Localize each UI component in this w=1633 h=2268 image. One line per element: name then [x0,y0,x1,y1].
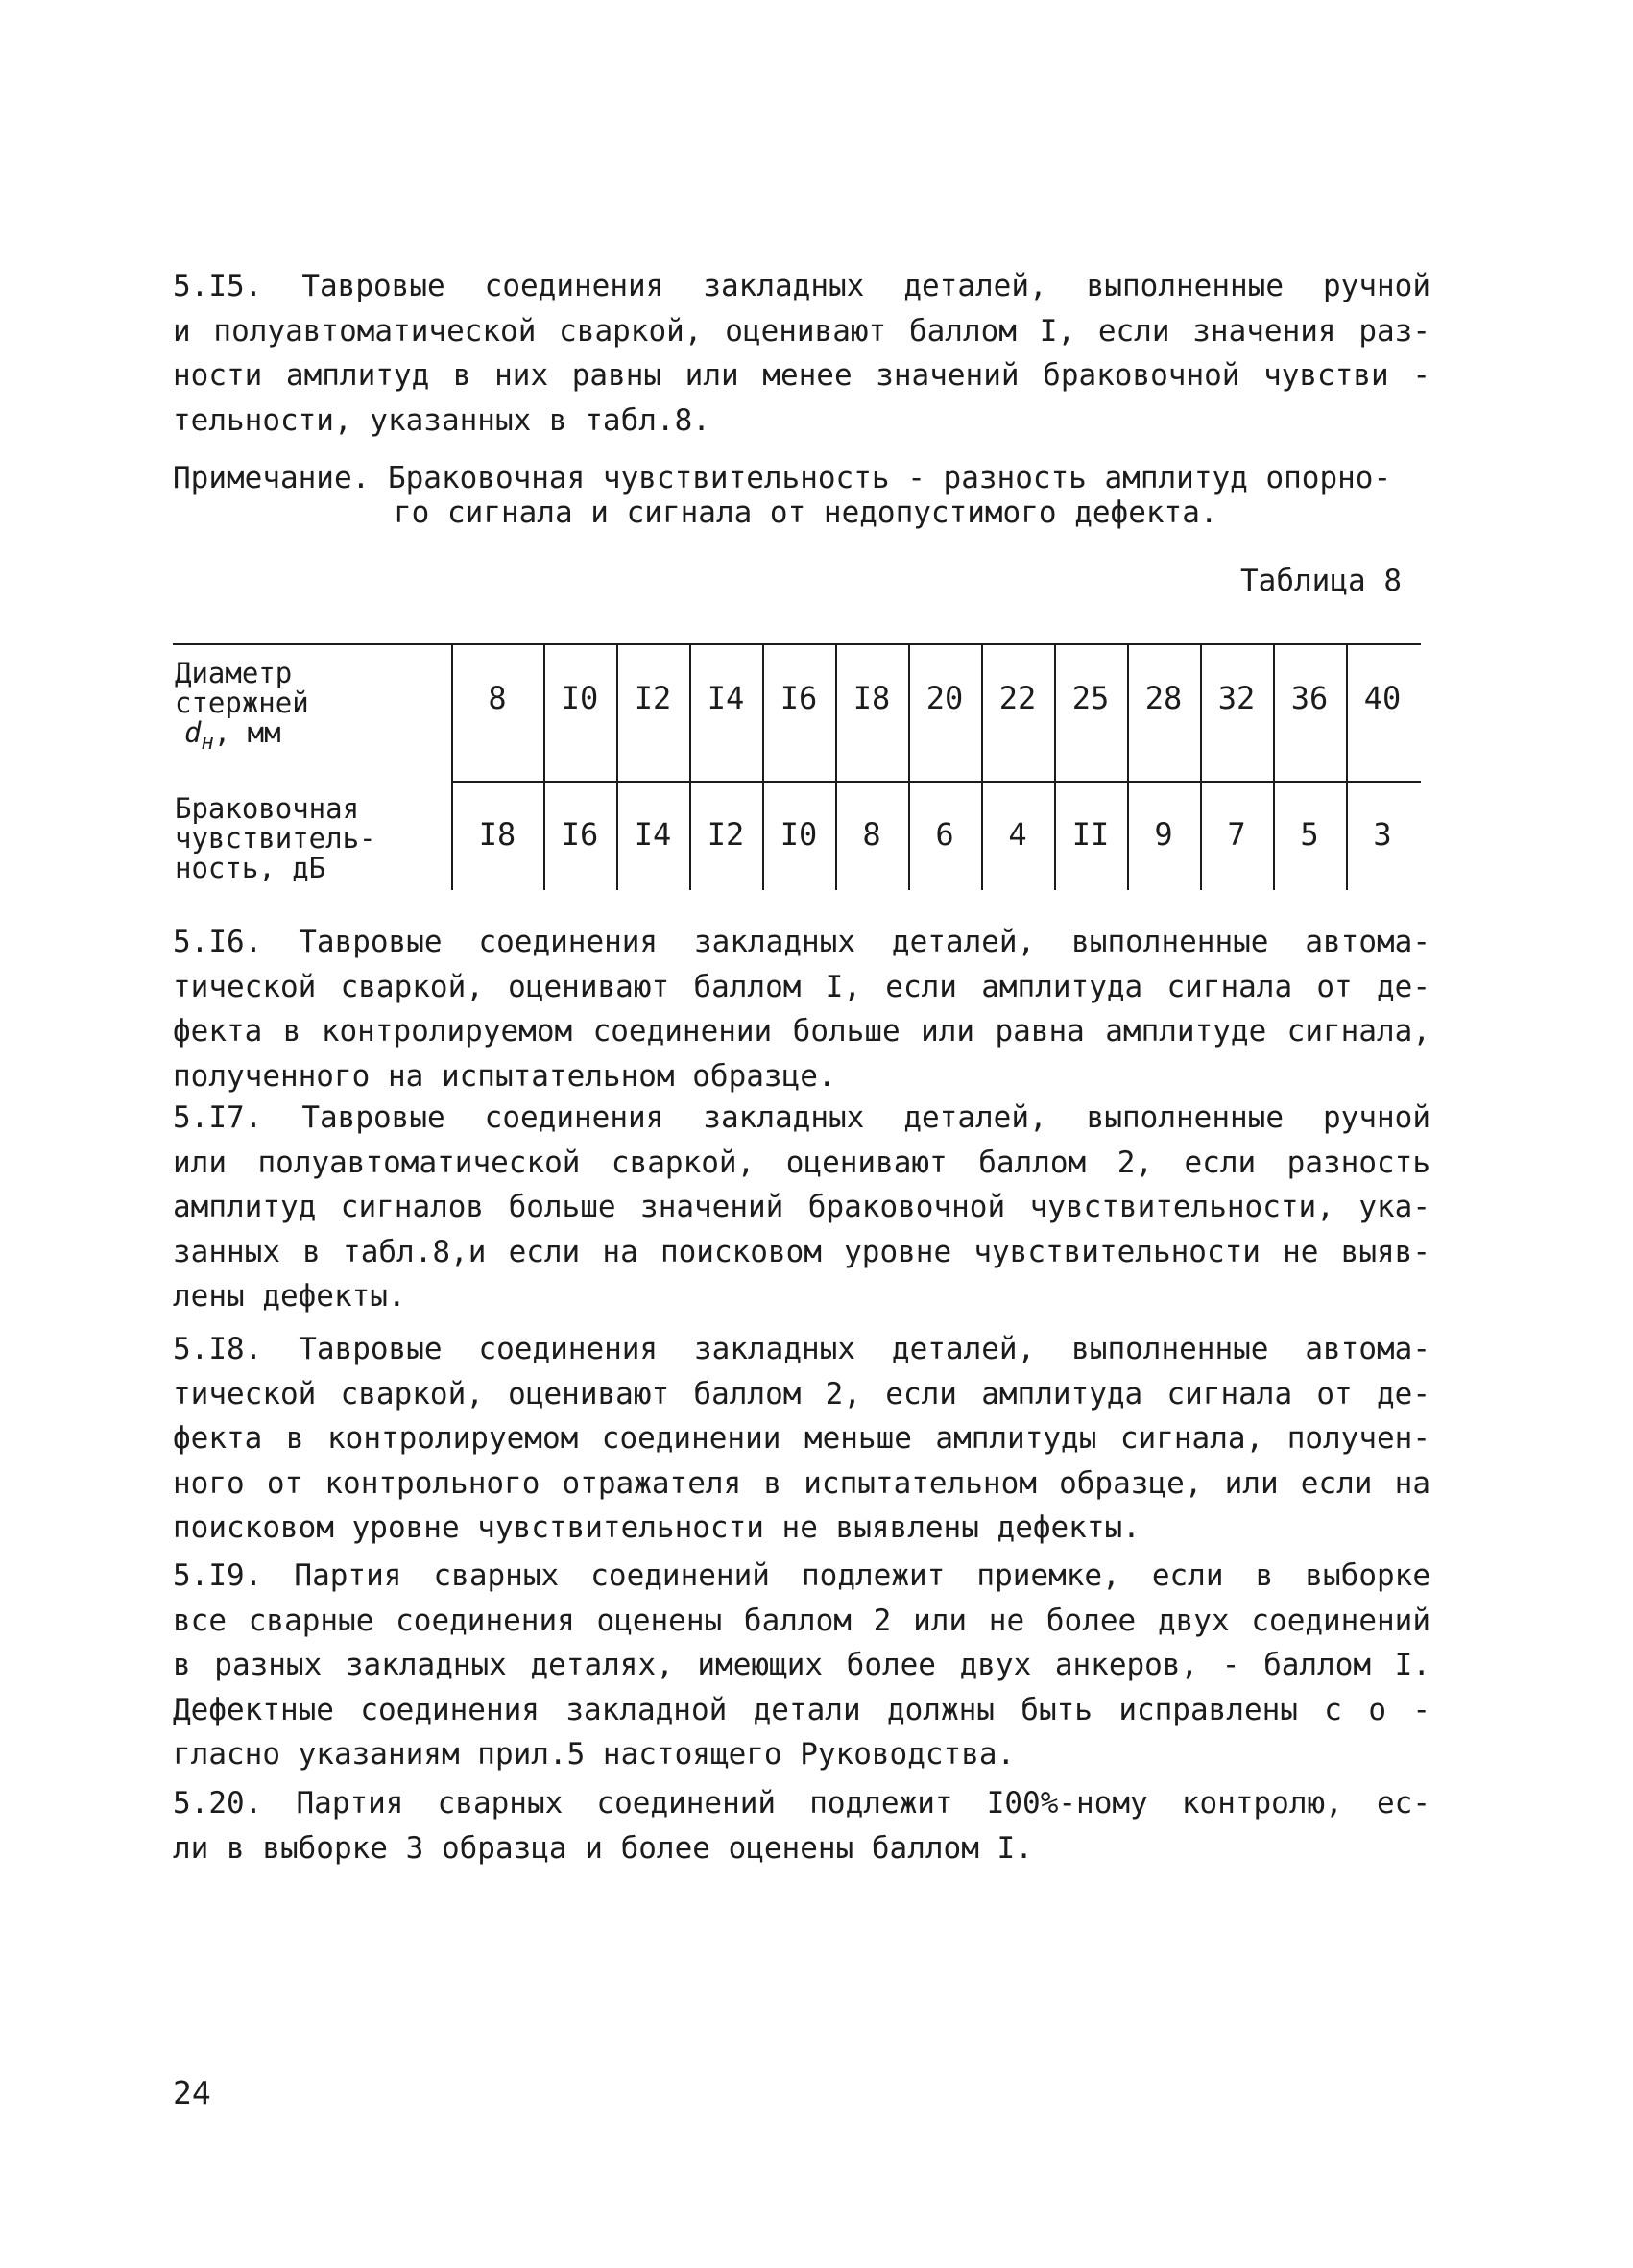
paragraph-line: и полуавтоматической сваркой, оценивают баллом I, если значения раз- [173,313,1430,349]
paragraph-5-15 [173,264,1430,443]
table-top-rule [173,643,1421,645]
table-header-label [175,659,309,758]
paragraph-line: в разных закладных деталях, имеющих более двух анкеров, - баллом I. [173,1648,1430,1682]
paragraph-5-16 [173,920,1430,1098]
paragraph-line: ного от контрольного отражателя в испытательном образце, или если на [173,1465,1430,1501]
sensitivity-cell: 8 [862,816,881,853]
diameter-cell: 36 [1290,680,1329,716]
page-number: 24 [173,2074,211,2111]
diameter-symbol: d [184,716,202,749]
paragraph-5-19 [173,1554,1430,1777]
sensitivity-cell: 6 [935,816,954,853]
header-label-line [175,718,309,758]
paragraph-line: полученного на испытательном образце. [173,1058,836,1094]
header-label-line: Диаметр [175,657,293,689]
sensitivity-cell: I2 [707,816,745,853]
table-row-label [175,794,376,883]
sensitivity-cell: 7 [1227,816,1246,853]
row-label-line: ность, дБ [175,852,326,884]
paragraph-line: Дефектные соединения закладной детали должны быть исправлены с о - [173,1692,1430,1727]
paragraph-line: все сварные соединения оценены баллом 2 или не более двух соединений [173,1603,1430,1638]
paragraph-line: 5.I8. Тавровые соединения закладных деталей, выполненные автома- [173,1332,1430,1366]
diameter-cell: 22 [998,680,1037,716]
paragraph-line: фекта в контролируемом соединении меньше амплитуды сигнала, получен- [173,1421,1430,1456]
row-label-line: Браковочная [175,792,360,825]
table-title: Таблица 8 [1240,564,1402,598]
sensitivity-cell: 3 [1373,816,1392,853]
sensitivity-cell: I8 [478,816,516,853]
paragraph-line: поисковом уровне чувствительности не выявлены дефекты. [173,1510,1141,1545]
diameter-unit: , мм [213,716,281,749]
sensitivity-cell: I0 [780,816,818,853]
paragraph-line: или полуавтоматической сваркой, оценивают баллом 2, если разность [173,1145,1430,1180]
paragraph-line: фекта в контролируемом соединении больше или равна амплитуде сигнала, [173,1014,1430,1049]
paragraph-line: тической сваркой, оценивают баллом 2, если амплитуда сигнала от де- [173,1376,1430,1411]
diameter-cell: 32 [1217,680,1256,716]
paragraph-5-20 [173,1781,1430,1870]
note-line-2: го сигнала и сигнала от недопустимого дефекта. [394,495,1218,530]
sensitivity-cell: II [1071,816,1110,853]
table-middle-rule [451,781,1421,783]
paragraph-line: тической сваркой, оценивают баллом I, если амплитуда сигнала от де- [173,969,1430,1004]
diameter-cell: 8 [488,680,507,716]
paragraph-line: тельности, указанных в табл.8. [173,402,710,438]
paragraph-line: занных в табл.8,и если на поисковом уровне чувствительности не выяв- [173,1234,1430,1269]
header-label-line: стержней [175,687,309,719]
note [173,461,1430,530]
diameter-cell: I6 [780,680,818,716]
diameter-cell: 40 [1363,680,1402,716]
sensitivity-cell: 5 [1300,816,1319,853]
paragraph-line: 5.I7. Тавровые соединения закладных деталей, выполненные ручной [173,1100,1430,1135]
paragraph-5-18 [173,1327,1430,1551]
paragraph-line: лены дефекты. [173,1279,406,1314]
sensitivity-table [173,643,1421,888]
paragraph-line: 5.I6. Тавровые соединения закладных деталей, выполненные автома- [173,925,1430,959]
paragraph-line: ности амплитуд в них равны или менее значений браковочной чувстви - [173,358,1430,393]
diameter-cell: 25 [1071,680,1110,716]
sensitivity-cell: 4 [1008,816,1027,853]
sensitivity-cell: I4 [634,816,672,853]
row-label-line: чувствитель- [175,822,376,855]
paragraph-line: гласно указаниям прил.5 настоящего Руководства. [173,1737,1016,1772]
paragraph-line: амплитуд сигналов больше значений браковочной чувствительности, ука- [173,1190,1430,1224]
sensitivity-cell: 9 [1154,816,1173,853]
note-line-1: Примечание. Браковочная чувствительность - разность амплитуд опорно- [173,461,1392,495]
paragraph-line: 5.20. Партия сварных соединений подлежит I00%-ному контролю, ес- [173,1786,1430,1821]
diameter-cell: I4 [707,680,745,716]
diameter-cell: 20 [925,680,964,716]
paragraph-line: 5.I9. Партия сварных соединений подлежит приемке, если в выборке [173,1558,1430,1593]
diameter-cell: I8 [853,680,891,716]
paragraph-line: 5.I5. Тавровые соединения закладных деталей, выполненные ручной [173,269,1430,303]
diameter-cell: I0 [561,680,599,716]
diameter-subscript: н [201,730,214,755]
paragraph-5-17 [173,1096,1430,1319]
paragraph-line: ли в выборке 3 образца и более оценены баллом I. [173,1830,1033,1866]
table-column-divider [451,643,453,890]
diameter-cell: I2 [634,680,672,716]
diameter-cell: 28 [1144,680,1183,716]
sensitivity-cell: I6 [561,816,599,853]
